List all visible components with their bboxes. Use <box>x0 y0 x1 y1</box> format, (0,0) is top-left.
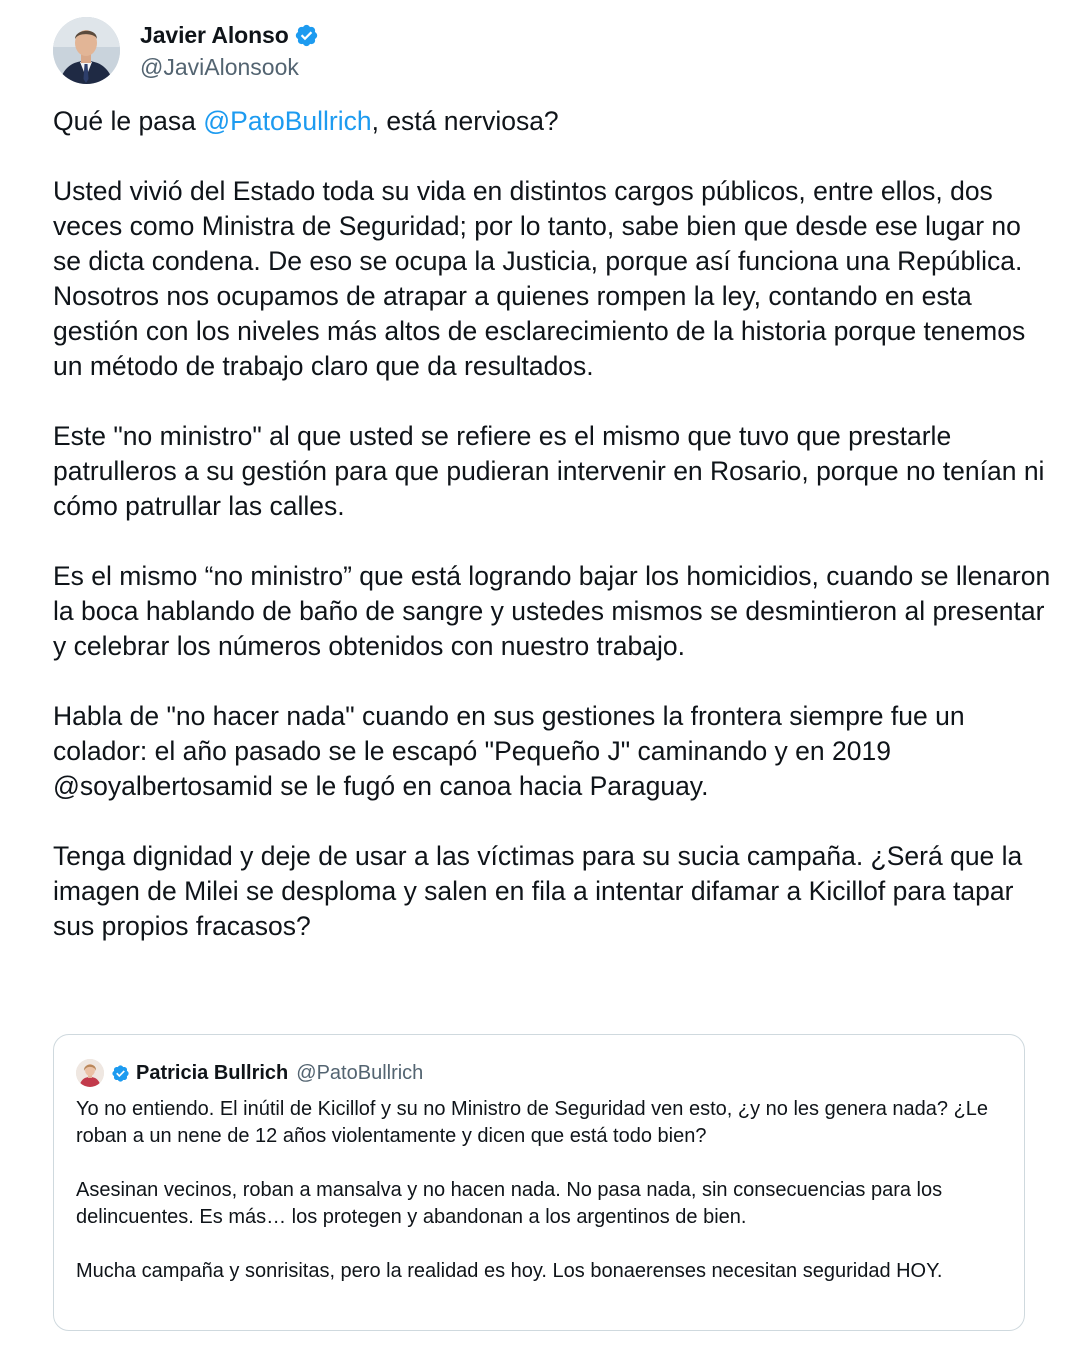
tweet-paragraph-6: Tenga dignidad y deje de usar a las víctimas para su sucia campaña. ¿Será que la imagen de Milei se desploma y salen en fila a intentar difamar a Kicillof para tapar sus propios fracasos? <box>53 841 1023 941</box>
tweet-paragraph-2: Usted vivió del Estado toda su vida en distintos cargos públicos, entre ellos, dos veces como Ministra de Seguridad; por lo tanto, sabe bien que desde ese lugar no se dicta condena. De eso se ocupa la Justicia, porque así funciona una República. Nosotros nos ocupamos de atrapar a quienes rompen la ley, contando en esta gestión con los niveles más altos de esclarecimiento de la historia porque tenemos un método de trabajo claro que da resultados. <box>53 176 1026 381</box>
quoted-tweet-text <box>76 1096 1006 1285</box>
avatar-photo-icon <box>53 17 120 84</box>
quoted-handle[interactable]: @PatoBullrich <box>296 1061 424 1084</box>
author-name-row <box>140 20 319 52</box>
tweet-text <box>53 104 1053 944</box>
quoted-verified-badge-icon <box>111 1064 130 1083</box>
quoted-paragraph-1: Yo no entiendo. El inútil de Kicillof y su no Ministro de Seguridad ven esto, ¿y no les genera nada? ¿Le roban a un nene de 12 años violentamente y dicen que está todo bien? <box>76 1098 989 1147</box>
author-avatar[interactable] <box>53 17 120 84</box>
quoted-author-avatar[interactable] <box>76 1059 104 1087</box>
quoted-paragraph-2: Asesinan vecinos, roban a mansalva y no hacen nada. No pasa nada, sin consecuencias para los delincuentes. Es más… los protegen y abandonan a los argentinos de bien. <box>76 1179 943 1228</box>
tweet-paragraph-4: Es el mismo “no ministro” que está logrando bajar los homicidios, cuando se llenaron la boca hablando de baño de sangre y ustedes mismos se desmintieron al presentar y celebrar los números obtenidos con nuestro trabajo. <box>53 561 1051 661</box>
quoted-avatar-photo-icon <box>76 1059 104 1087</box>
verified-badge-icon <box>294 23 319 48</box>
author-names <box>140 20 319 82</box>
quoted-tweet-card[interactable] <box>53 1034 1025 1331</box>
tweet-p1-after: , está nerviosa? <box>371 106 559 136</box>
tweet-paragraph-3: Este "no ministro" al que usted se refiere es el mismo que tuvo que prestarle patrulleros a su gestión para que pudieran intervenir en Rosario, porque no tenían ni cómo patrullar las calles. <box>53 421 1045 521</box>
quoted-display-name[interactable]: Patricia Bullrich <box>136 1061 289 1084</box>
tweet-header <box>53 17 319 84</box>
tweet-paragraph-1 <box>53 104 1053 139</box>
quoted-tweet-header <box>76 1059 423 1087</box>
quoted-paragraph-3: Mucha campaña y sonrisitas, pero la realidad es hoy. Los bonaerenses necesitan seguridad HOY. <box>76 1260 943 1282</box>
author-display-name[interactable]: Javier Alonso <box>140 22 289 48</box>
mention-link[interactable]: @PatoBullrich <box>203 106 372 136</box>
tweet-p1-before: Qué le pasa <box>53 106 204 136</box>
author-handle[interactable]: @JaviAlonsook <box>140 53 299 80</box>
tweet-paragraph-5: Habla de "no hacer nada" cuando en sus gestiones la frontera siempre fue un colador: el año pasado se le escapó "Pequeño J" caminando y en 2019 @soyalbertosamid se le fugó en canoa hacia Paraguay. <box>53 701 965 801</box>
